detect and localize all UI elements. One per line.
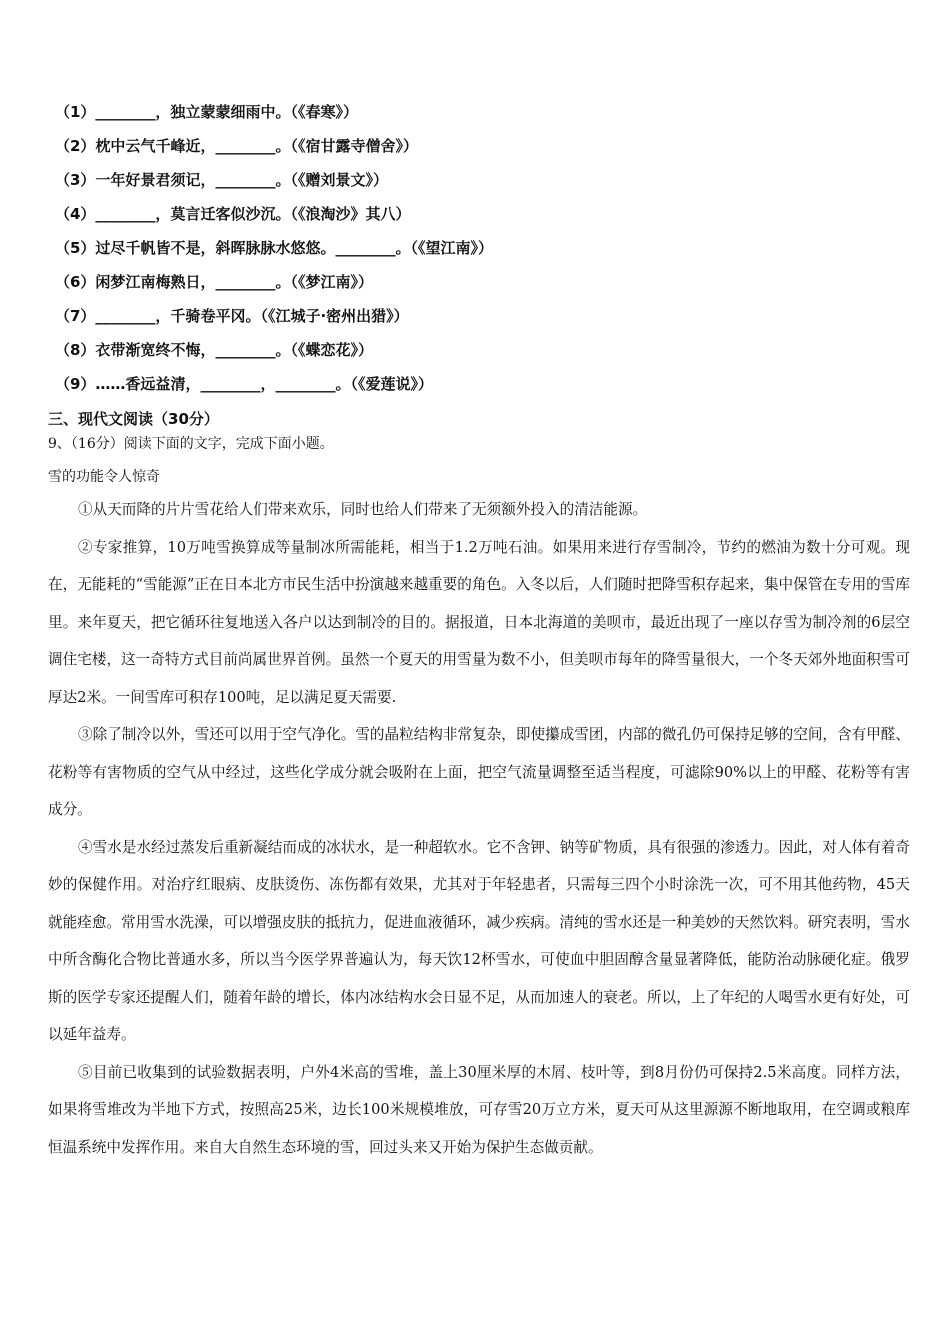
poem-item-2: （2）枕中云气千峰近，________。（《宿甘露寺僧舍》） [55,137,418,155]
poem-item-5: （5）过尽千帆皆不是，斜晖脉脉水悠悠。________。（《望江南》） [55,239,493,257]
article-paragraph-3: ③除了制冷以外，雪还可以用于空气净化。雪的晶粒结构非常复杂，即使攥成雪团，内部的微孔仍可保持足够的空间，含有甲醛、花粉等有害物质的空气从中经过，这些化学成分就会吸附在上面，把空气流量调整至适当程度，可滤除90%以上的甲醛、花粉等有害成分。 [48,726,910,818]
article-title: 雪的功能令人惊奇 [48,469,160,485]
poem-item-1: （1）________，独立蒙蒙细雨中。（《春寒》） [55,103,358,121]
article-paragraph-1: ①从天而降的片片雪花给人们带来欢乐，同时也给人们带来了无须额外投入的清洁能源。 [78,501,648,518]
article-paragraph-4: ④雪水是水经过蒸发后重新凝结而成的冰状水，是一种超软水。它不含钾、钠等矿物质，具有很强的渗透力。因此，对人体有着奇妙的保健作用。对治疗红眼病、皮肤烫伤、冻伤都有效果，尤其对于年轻患者，只需每三四个小时涂洗一次，可不用其他药物，45天就能痊愈。常用雪水洗澡，可以增强皮肤的抵抗力，促进血液循环，减少疾病。清纯的雪水还是一种美妙的天然饮料。研究表明，雪水中所含酶化合物比普通水多，所以当今医学界普遍认为，每天饮12杯雪水，可使血中胆固醇含量显著降低，能防治动脉硬化症。俄罗斯的医学专家还提醒人们，随着年龄的增长，体内冰结构水会日显不足，从而加速人的衰老。所以，上了年纪的人喝雪水更有好处，可以延年益寿。 [48,838,910,1043]
article-body [48,491,910,1166]
poem-item-8: （8）衣带渐宽终不悔，________。（《蝶恋花》） [55,341,373,359]
poem-item-7: （7）________，千骑卷平冈。（《江城子·密州出猎》） [55,307,409,325]
poem-item-3: （3）一年好景君须记，________。（《赠刘景文》） [55,171,388,189]
poem-item-6: （6）闲梦江南梅熟日，________。（《梦江南》） [55,273,373,291]
question-prompt: 9、（16分）阅读下面的文字，完成下面小题。 [48,436,334,452]
article-paragraph-5: ⑤目前已收集到的试验数据表明，户外4米高的雪堆，盖上30厘米厚的木屑、枝叶等，到8月份仍可保持2.5米高度。同样方法，如果将雪堆改为半地下方式，按照高25米，边长100米规模堆放，可存雪20万立方米，夏天可从这里源源不断地取用，在空调或粮库恒温系统中发挥作用。来自大自然生态环境的雪，回过头来又开始为保护生态做贡献。 [48,1063,910,1156]
section-title: 三、现代文阅读（30分） [48,410,219,428]
article-paragraph-2: ②专家推算，10万吨雪换算成等量制冰所需能耗，相当于1.2万吨石油。如果用来进行存雪制冷，节约的燃油为数十分可观。现在，无能耗的“雪能源”正在日本北方市民生活中扮演越来越重要的角色。入冬以后，人们随时把降雪积存起来，集中保管在专用的雪库里。来年夏天，把它循环往复地送入各户以达到制冷的目的。据报道，日本北海道的美呗市，最近出现了一座以存雪为制冷剂的6层空调住宅楼，这一奇特方式目前尚属世界首例。虽然一个夏天的用雪量为数不小，但美呗市每年的降雪量很大，一个冬天郊外地面积雪可厚达2米。一间雪库可积存100吨，足以满足夏天需要. [48,538,910,706]
poem-item-9: （9）……香远益清，________，________。（《爱莲说》） [55,375,433,393]
poem-item-4: （4）________，莫言迁客似沙沉。（《浪淘沙》其八） [55,205,411,223]
